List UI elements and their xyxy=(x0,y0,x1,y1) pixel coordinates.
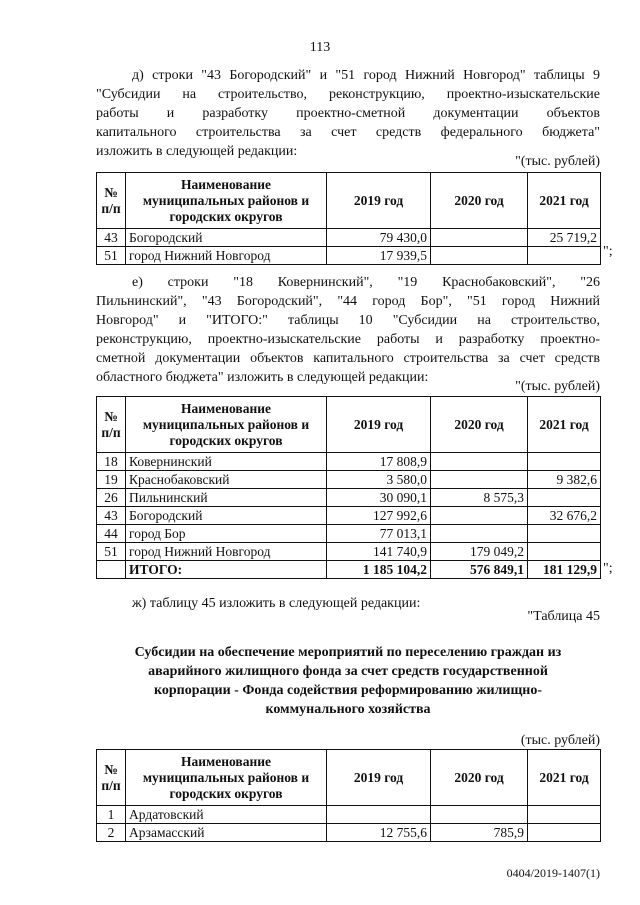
cell-num: 18 xyxy=(97,453,126,471)
table-total-row xyxy=(97,561,601,579)
heading-line: Субсидии на обеспечение мероприятий по переселению граждан из xyxy=(134,645,562,660)
table-row xyxy=(97,525,601,543)
paragraph-line: реконструкцию, проектно-изыскательские работы и разработку проектно- xyxy=(96,332,600,347)
unit-label: "(тыс. рублей) xyxy=(515,154,600,169)
cell-2020 xyxy=(431,806,528,824)
cell-2020 xyxy=(431,453,528,471)
cell-num: 26 xyxy=(97,489,126,507)
table-row xyxy=(97,543,601,561)
heading-line: коммунального хозяйства xyxy=(265,702,431,717)
cell-2019: 17 939,5 xyxy=(327,247,431,265)
table-row xyxy=(97,471,601,489)
section-heading xyxy=(96,643,600,719)
header-name: Наименование муниципальных районов и городских округов xyxy=(126,173,327,229)
unit-label: "(тыс. рублей) xyxy=(515,379,600,394)
cell-2021 xyxy=(528,806,601,824)
header-2019: 2019 год xyxy=(327,750,431,806)
header-2021: 2021 год xyxy=(528,750,601,806)
cell-2020: 179 049,2 xyxy=(431,543,528,561)
cell-2019: 79 430,0 xyxy=(327,229,431,247)
paragraph-line: ж) таблицу 45 изложить в следующей редакции: xyxy=(132,596,421,611)
paragraph-line: работы и разработку проектно-сметной документации объектов xyxy=(96,106,600,121)
table-d-closer: "; xyxy=(603,244,613,259)
cell-num: 43 xyxy=(97,507,126,525)
cell-name: Краснобаковский xyxy=(126,471,327,489)
table-e xyxy=(96,396,601,579)
cell-2020: 8 575,3 xyxy=(431,489,528,507)
cell-name: Ковернинский xyxy=(126,453,327,471)
table-row xyxy=(97,824,601,842)
table-reference: "Таблица 45 xyxy=(527,609,600,624)
paragraph-line: капитального строительства за счет средств федерального бюджета" xyxy=(96,125,600,140)
header-2019: 2019 год xyxy=(327,173,431,229)
cell-2019: 127 992,6 xyxy=(327,507,431,525)
cell-name: город Нижний Новгород xyxy=(126,543,327,561)
cell-2019: 17 808,9 xyxy=(327,453,431,471)
unit-label: (тыс. рублей) xyxy=(520,733,600,748)
paragraph-line: Пильнинский", "43 Богородский", "44 город Бор", "51 город Нижний xyxy=(96,294,600,309)
total-label: ИТОГО: xyxy=(126,561,327,579)
table-e-closer: "; xyxy=(603,561,613,576)
cell-2019 xyxy=(327,806,431,824)
cell-2021: 25 719,2 xyxy=(528,229,601,247)
cell-num: 1 xyxy=(97,806,126,824)
document-code: 0404/2019-1407(1) xyxy=(506,866,600,880)
header-name: Наименование муниципальных районов и городских округов xyxy=(126,397,327,453)
cell-num: 44 xyxy=(97,525,126,543)
cell-2020: 785,9 xyxy=(431,824,528,842)
header-2021: 2021 год xyxy=(528,173,601,229)
table-header-row xyxy=(97,173,601,229)
paragraph-line: "Субсидии на строительство, реконструкцию, проектно-изыскательские xyxy=(96,87,600,102)
header-num: № п/п xyxy=(97,173,126,229)
cell-2020 xyxy=(431,229,528,247)
paragraph-line: сметной документации объектов капитального строительства за счет средств xyxy=(96,351,600,366)
total-2021: 181 129,9 xyxy=(528,561,601,579)
table-row xyxy=(97,247,601,265)
paragraph-zh xyxy=(96,594,600,613)
header-2020: 2020 год xyxy=(431,750,528,806)
table-header-row xyxy=(97,750,601,806)
heading-line: корпорации - Фонда содействия реформированию жилищно- xyxy=(153,683,543,698)
table-row xyxy=(97,229,601,247)
cell-2019: 30 090,1 xyxy=(327,489,431,507)
paragraph-d xyxy=(96,66,600,161)
cell-2020 xyxy=(431,471,528,489)
cell-num xyxy=(97,561,126,579)
page-number: 113 xyxy=(309,40,331,55)
cell-2021: 9 382,6 xyxy=(528,471,601,489)
cell-num: 19 xyxy=(97,471,126,489)
paragraph-line: областного бюджета" изложить в следующей редакции: xyxy=(96,370,429,385)
cell-name: Арзамасский xyxy=(126,824,327,842)
header-2019: 2019 год xyxy=(327,397,431,453)
cell-2021 xyxy=(528,453,601,471)
header-2020: 2020 год xyxy=(431,397,528,453)
table-row xyxy=(97,806,601,824)
paragraph-line: д) строки "43 Богородский" и "51 город Нижний Новгород" таблицы 9 xyxy=(132,68,600,83)
table-row xyxy=(97,507,601,525)
cell-2020 xyxy=(431,507,528,525)
cell-name: Богородский xyxy=(126,507,327,525)
cell-num: 2 xyxy=(97,824,126,842)
header-2021: 2021 год xyxy=(528,397,601,453)
cell-2019: 141 740,9 xyxy=(327,543,431,561)
total-2019: 1 185 104,2 xyxy=(327,561,431,579)
table-row xyxy=(97,453,601,471)
header-name: Наименование муниципальных районов и городских округов xyxy=(126,750,327,806)
header-2020: 2020 год xyxy=(431,173,528,229)
header-num: № п/п xyxy=(97,750,126,806)
cell-2021 xyxy=(528,247,601,265)
cell-2019: 12 755,6 xyxy=(327,824,431,842)
cell-2021 xyxy=(528,525,601,543)
header-num: № п/п xyxy=(97,397,126,453)
cell-name: Ардатовский xyxy=(126,806,327,824)
cell-2021 xyxy=(528,489,601,507)
cell-num: 51 xyxy=(97,543,126,561)
cell-2020 xyxy=(431,247,528,265)
paragraph-e xyxy=(96,273,600,387)
cell-2019: 77 013,1 xyxy=(327,525,431,543)
table-zh xyxy=(96,749,601,842)
cell-name: Богородский xyxy=(126,229,327,247)
table-row xyxy=(97,489,601,507)
cell-name: город Нижний Новгород xyxy=(126,247,327,265)
cell-num: 43 xyxy=(97,229,126,247)
cell-2019: 3 580,0 xyxy=(327,471,431,489)
table-d xyxy=(96,172,601,265)
paragraph-line: изложить в следующей редакции: xyxy=(96,144,298,159)
paragraph-line: е) строки "18 Ковернинский", "19 Краснобаковский", "26 xyxy=(132,275,600,290)
cell-name: город Бор xyxy=(126,525,327,543)
cell-2020 xyxy=(431,525,528,543)
cell-2021 xyxy=(528,824,601,842)
paragraph-line: Новгород" и "ИТОГО:" таблицы 10 "Субсидии на строительство, xyxy=(96,313,600,328)
cell-name: Пильнинский xyxy=(126,489,327,507)
cell-num: 51 xyxy=(97,247,126,265)
total-2020: 576 849,1 xyxy=(431,561,528,579)
table-header-row xyxy=(97,397,601,453)
cell-2021 xyxy=(528,543,601,561)
heading-line: аварийного жилищного фонда за счет средств государственной xyxy=(148,664,548,679)
cell-2021: 32 676,2 xyxy=(528,507,601,525)
